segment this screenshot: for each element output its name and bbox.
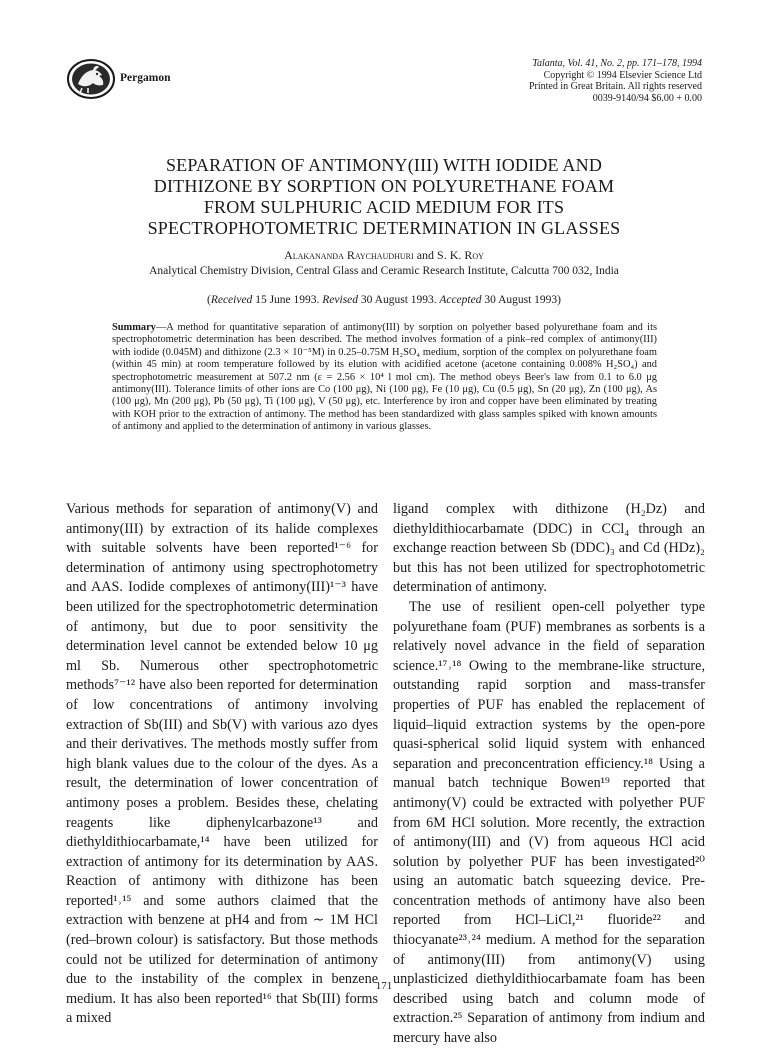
- citation-block: [442, 58, 702, 104]
- citation-line: Printed in Great Britain. All rights reserved: [528, 81, 702, 92]
- abstract-text: —A method for quantitative separation of antimony(III) by sorption on polyether based polyurethane foam and its spectrophotometric determination has been described. The method involves formation of a pink–red complex of antimony(III) with iodide (0.045M) and dithizone (2.3 × 10⁻⁵M) in 0.25–0.75M H₂SO₄ medium, sorption of the complex on polyurethane foam (within 45 min) at room temperature followed by its elution with acidified acetone (acetone containing 0.008% H₂SO₄) and spectrophotometric measurement at 507.2 nm (ε = 2.56 × 10⁴ l mol cm). The method obeys Beer's law from 0.1 to 6.0 μg antimony(III). Tolerance limits of other ions are Co (100 μg), Ni (100 μg), Fe (10 μg), Cu (0.5 μg), Sn (20 μg), Zn (100 μg), As (100 μg), Mn (200 μg), Pb (50 μg), Ti (100 μg), V (50 μg), etc. Interference by iron and copper have been eliminated by treating with KOH prior to the extraction of antimony. The method has been standardized with glass samples spiked with known amounts of antimony and applied to the determination of antimony in various glasses.: [112, 322, 657, 433]
- citation-line: 0039-9140/94 $6.00 + 0.00: [592, 92, 702, 104]
- citation-line: Copyright © 1994 Elsevier Science Ltd: [543, 69, 702, 81]
- author-name: S. K. Roy: [437, 248, 484, 262]
- body-column-right: [393, 500, 705, 1049]
- body-paragraph: Various methods for separation of antimony(V) and antimony(III) by extraction of its halide complexes with suitable solvents have been reported¹⁻⁶ for determination of antimony using spectrophotometry and AAS. Iodide complexes of antimony(III)¹⁻³ have been utilized for the spectrophotometric determination of antimony, but due to poor sensitivity the determination level cannot be extended below 10 μg ml Sb. Numerous other spectrophotometric methods⁷⁻¹² have also been reported for determination of low concentrations of antimony involving extraction of Sb(III) and Sb(V) with various azo dyes and their derivatives. The methods mostly suffer from high blank values due to the colour of the dyes. As a result, the determination of lower concentration of antimony poses a problem. Besides these, chelating reagents like diphenylcarbazone¹³ and diethyldithiocarbamate,¹⁴ have been utilized for extraction of antimony for its determination by AAS. Reaction of antimony with dithizone has been reported¹˒¹⁵ and some authors claimed that the extraction with benzene at pH4 and from ∼ 1M HCl (red–brown colour) is satisfactory. But those methods could not be utilized for determination of antimony due to the instability of the complex in benzene medium. It has also been reported¹⁶ that Sb(III) forms a mixed: [66, 501, 378, 1027]
- abstract-label: Summary: [112, 322, 156, 333]
- author-list: [80, 248, 688, 263]
- citation-line: Talanta, Vol. 41, No. 2, pp. 171–178, 1994: [532, 58, 702, 69]
- author-name: Alakananda Raychaudhuri: [284, 248, 414, 262]
- accepted-label: Accepted: [439, 294, 482, 306]
- title-line: FROM SULPHURIC ACID MEDIUM FOR ITS: [203, 197, 565, 217]
- affiliation: Analytical Chemistry Division, Central Glass and Ceramic Research Institute, Calcutta 700 032, India: [149, 265, 619, 277]
- title-line: SPECTROPHOTOMETRIC DETERMINATION IN GLASSES: [147, 218, 621, 238]
- body-paragraph: ligand complex with dithizone (H₂Dz) and diethyldithiocarbamate (DDC) in CCl₄ through an exchange reaction between Sb (DDC)₃ and Cd (HDz)₂ but this has not been utilized for spectrophotometric determination of antimony.: [393, 501, 705, 596]
- body-column-left: [66, 500, 378, 1029]
- submission-dates: (Received 15 June 1993. Revised 30 August 1993. Accepted 30 August 1993): [206, 294, 562, 306]
- article-title: [80, 155, 688, 239]
- accepted-date: 30 August 1993: [484, 294, 558, 306]
- author-joiner: and: [413, 248, 438, 262]
- revised-label: Revised: [322, 294, 359, 306]
- abstract: [112, 322, 657, 434]
- body-paragraph: The use of resilient open-cell polyether type polyurethane foam (PUF) membranes as sorbents is a relatively novel advance in the field of separation science.¹⁷˒¹⁸ Owing to the membrane-like structure, outstanding rapid sorption and mass-transfer properties of PUF has enabled the replacement of liquid–liquid extraction systems by the open-pore quasi-spherical solid liquid system with enhanced separation and preconcentration efficiency.¹⁸ Using a manual batch technique Bowen¹⁹ reported that antimony(V) could be extracted with polyether PUF from 6M HCl solution. More recently, the extraction of antimony(III) and (V) from aqueous HCl acid solution by polyether PUF has been investigated²⁰ using an automatic batch squeezing device. Pre-concentration methods of antimony have also been reported from HCl–LiCl,²¹ fluoride²² and thiocyanate²³˒²⁴ medium. A method for the separation of antimony(III) from antimony(V) using unplasticized diethyldithiocarbamate foam has been described using batch and column mode of extraction.²⁵ Separation of antimony from indium and mercury have also: [393, 598, 705, 1047]
- title-line: SEPARATION OF ANTIMONY(III) WITH IODIDE AND: [165, 155, 603, 175]
- title-line: DITHIZONE BY SORPTION ON POLYURETHANE FOAM: [153, 176, 615, 196]
- revised-date: 30 August 1993.: [360, 294, 437, 306]
- received-date: 15 June 1993.: [255, 294, 320, 306]
- pergamon-logo-icon: [66, 58, 116, 100]
- publisher-name: Pergamon: [120, 72, 171, 84]
- page-number: 171: [375, 980, 393, 992]
- received-label: Received: [210, 294, 253, 306]
